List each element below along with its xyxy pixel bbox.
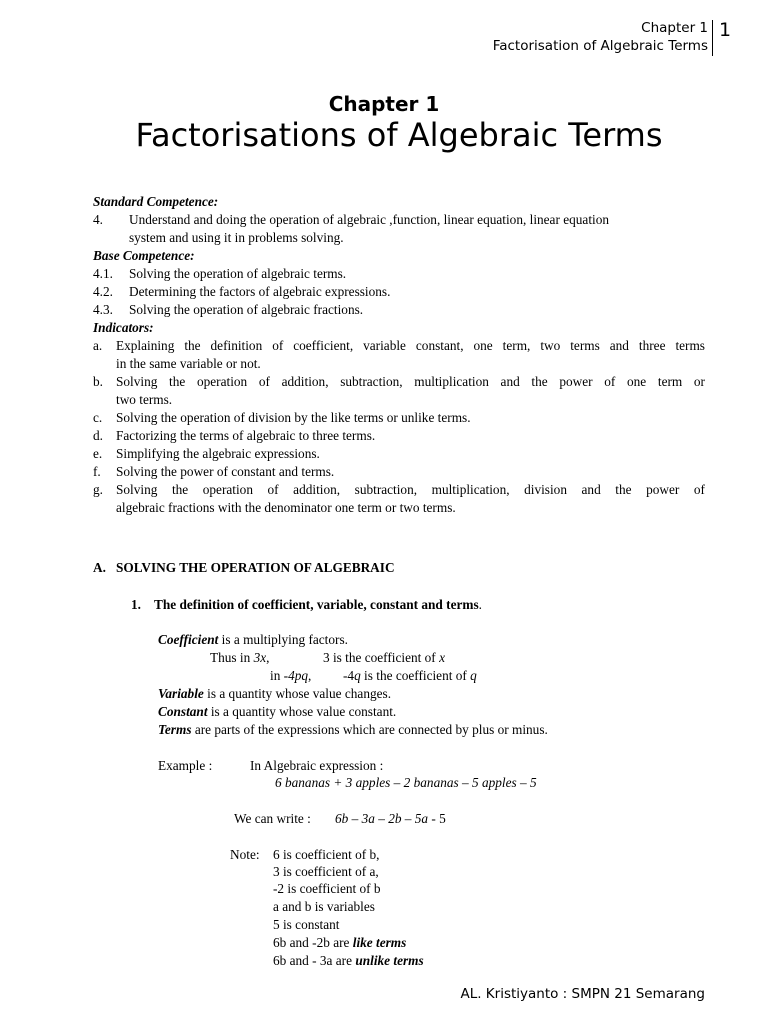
note-prefix: 6b and - 3a are (273, 953, 356, 968)
we-can-write-label: We can write : (234, 811, 311, 826)
list-item-letter: a. (93, 338, 103, 353)
term-unlike-terms: unlike terms (355, 953, 424, 968)
chapter-label: Chapter 1 (328, 92, 440, 116)
list-item-number: 4. (93, 212, 103, 227)
page-number: 1 (719, 19, 732, 41)
base-competence-heading: Base Competence: (93, 248, 195, 263)
example-intro: In Algebraic expression : (250, 758, 384, 773)
coefficient-phrase: is the coefficient of (360, 668, 471, 683)
page-title: Factorisations of Algebraic Terms (135, 116, 663, 154)
list-item: Explaining the definition of coefficient, variable constant, one term, two terms and three terms (116, 338, 705, 353)
note-line: 5 is constant (273, 917, 340, 932)
term-like-terms: like terms (352, 935, 407, 950)
definition-text: is a quantity whose value constant. (207, 704, 397, 719)
list-item-number: 4.2. (93, 284, 113, 299)
thus-in-label: Thus in (210, 650, 254, 665)
list-item-letter: g. (93, 482, 103, 497)
list-item: Solving the operation of division by the like terms or unlike terms. (116, 410, 471, 425)
page-footer: AL. Kristiyanto : SMPN 21 Semarang (460, 986, 705, 1002)
example-in (270, 667, 311, 685)
note-label: Note: (230, 847, 260, 862)
variable-symbol: q (354, 668, 361, 683)
example-expression: -4pq (283, 668, 309, 683)
written-expression (335, 810, 446, 828)
definition-terms (158, 721, 548, 739)
list-item-continuation: two terms. (116, 392, 173, 407)
comma: , (308, 668, 312, 683)
example-coefficient-text (343, 667, 477, 685)
list-item-number: 4.3. (93, 302, 113, 317)
list-item-continuation: system and using it in problems solving. (129, 230, 344, 245)
list-item-continuation: algebraic fractions with the denominator one term or two terms. (116, 500, 456, 515)
note-prefix: 6b and -2b are (273, 935, 353, 950)
header-chapter: Chapter 1 (641, 20, 708, 36)
definition-constant (158, 703, 396, 721)
note-line: a and b is variables (273, 899, 375, 914)
list-item-letter: b. (93, 374, 103, 389)
indicators-heading: Indicators: (93, 320, 154, 335)
written-constant: - 5 (428, 811, 446, 826)
variable-symbol: x (439, 650, 445, 665)
note-unlike-terms (273, 952, 424, 970)
subsection-number: 1. (131, 597, 141, 612)
term-terms: Terms (158, 722, 192, 737)
list-item-continuation: in the same variable or not. (116, 356, 261, 371)
list-item-letter: d. (93, 428, 103, 443)
definition-text: is a quantity whose value changes. (203, 686, 392, 701)
term-variable: Variable (158, 686, 204, 701)
example-expression: 3x (253, 650, 267, 665)
term-constant: Constant (158, 704, 208, 719)
definition-variable (158, 685, 391, 703)
variable-symbol: q (470, 668, 477, 683)
example-thus-in (210, 649, 269, 667)
list-item: Solving the operation of algebraic fractions. (129, 302, 364, 317)
comma: , (266, 650, 270, 665)
subsection-period: . (478, 597, 482, 612)
subsection-heading (154, 596, 482, 614)
note-like-terms (273, 934, 406, 952)
list-item-letter: f. (93, 464, 101, 479)
list-item: Simplifying the algebraic expressions. (116, 446, 320, 461)
list-item: Solving the operation of addition, subtraction, multiplication, division and the power of (116, 482, 705, 497)
definition-coefficient (158, 631, 348, 649)
coefficient-phrase: 3 is the coefficient of (323, 650, 440, 665)
coefficient-value: -4 (343, 668, 355, 683)
list-item: Factorizing the terms of algebraic to three terms. (116, 428, 376, 443)
section-heading: SOLVING THE OPERATION OF ALGEBRAIC (116, 560, 395, 575)
note-line: 6 is coefficient of b, (273, 847, 380, 862)
header-title: Factorisation of Algebraic Terms (492, 38, 708, 54)
list-item: Solving the operation of addition, subtraction, multiplication and the power of one term or (116, 374, 705, 389)
definition-text: is a multiplying factors. (218, 632, 348, 647)
header-divider (712, 20, 713, 56)
list-item: Determining the factors of algebraic expressions. (129, 284, 391, 299)
definition-text: are parts of the expressions which are connected by plus or minus. (191, 722, 548, 737)
subsection-title: The definition of coefficient, variable, constant and terms (154, 597, 479, 612)
example-coefficient-text (323, 649, 445, 667)
list-item-letter: e. (93, 446, 103, 461)
note-line: -2 is coefficient of b (273, 881, 381, 896)
in-label: in (270, 668, 284, 683)
section-label: A. (93, 560, 106, 575)
list-item: Solving the power of constant and terms. (116, 464, 335, 479)
list-item: Understand and doing the operation of algebraic ,function, linear equation, linear equation (129, 212, 609, 227)
list-item-number: 4.1. (93, 266, 113, 281)
written-terms: 6b – 3a – 2b – 5a (335, 811, 429, 826)
list-item: Solving the operation of algebraic terms. (129, 266, 347, 281)
list-item-letter: c. (93, 410, 103, 425)
example-label: Example : (158, 758, 213, 773)
term-coefficient: Coefficient (158, 632, 219, 647)
note-line: 3 is coefficient of a, (273, 864, 379, 879)
standard-competence-heading: Standard Competence: (93, 194, 219, 209)
example-expression: 6 bananas + 3 apples – 2 bananas – 5 apples – 5 (275, 775, 537, 790)
